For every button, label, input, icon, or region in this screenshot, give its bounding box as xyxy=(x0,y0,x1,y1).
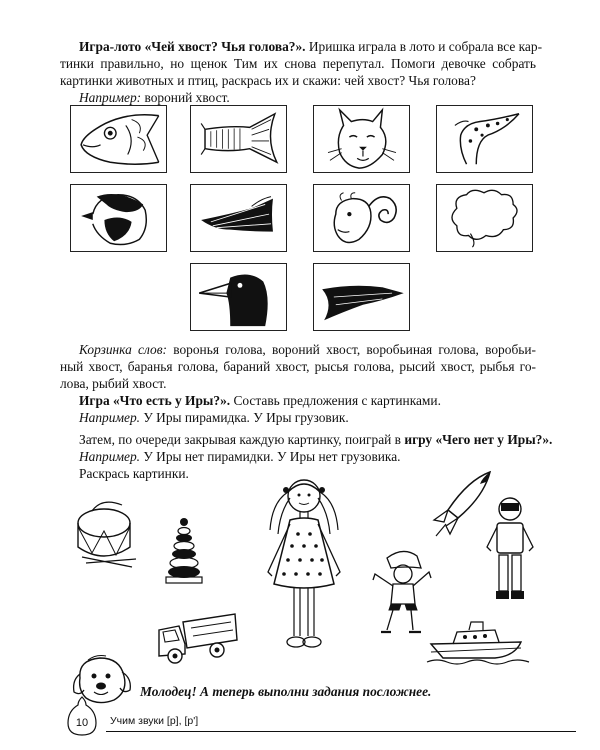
girl-ira-figure[interactable] xyxy=(248,472,360,654)
task2-example-label: Например. xyxy=(79,410,140,425)
task2-line-1 xyxy=(79,392,441,409)
robot-figure[interactable] xyxy=(485,495,535,603)
lynx-head-card[interactable] xyxy=(313,105,410,173)
basket-line-1 xyxy=(79,341,536,358)
boat-icon xyxy=(425,618,535,668)
crow-tail-icon xyxy=(314,264,409,330)
crow-tail-card[interactable] xyxy=(313,263,410,331)
pyramid-toy-icon xyxy=(164,517,204,585)
section-title: Учим звуки [р], [р'] xyxy=(110,715,199,727)
drum-figure[interactable] xyxy=(72,497,142,569)
sparrow-tail-icon xyxy=(191,185,286,251)
basket-line-2: ный хвост, баранья голова, бараний хвост, рысья голова, рысий хвост, рыбья го- xyxy=(60,359,536,374)
fish-tail-card[interactable] xyxy=(190,105,287,173)
task1-line-1 xyxy=(79,38,543,55)
lynx-head-icon xyxy=(314,106,409,172)
task2-example xyxy=(79,409,349,426)
task3-game: игру «Чего нет у Иры?». xyxy=(404,432,553,447)
task1-paragraph xyxy=(79,38,543,55)
fish-head-card[interactable] xyxy=(70,105,167,173)
task3-color-instruction: Раскрась картинки. xyxy=(79,466,189,481)
truck-figure[interactable] xyxy=(155,610,241,666)
task1-line-3: картинки животных и птиц, раскрась их и скажи: чей хвост? Чья голова? xyxy=(60,73,476,88)
task1-text-1: Иришка играла в лото и собрала все кар- xyxy=(308,39,543,54)
task2-text: Составь предложения с картинками. xyxy=(233,393,441,408)
fish-head-icon xyxy=(71,106,166,172)
boat-figure[interactable] xyxy=(425,618,535,668)
page-number-badge xyxy=(62,695,102,737)
crow-head-icon xyxy=(191,264,286,330)
sparrow-tail-card[interactable] xyxy=(190,184,287,252)
basket-text-1: воронья голова, вороний хвост, воробьиная голова, воробьи- xyxy=(173,342,536,357)
lynx-tail-icon xyxy=(437,106,532,172)
lynx-tail-card[interactable] xyxy=(436,105,533,173)
task1-example-text: вороний хвост. xyxy=(144,90,230,105)
ram-head-icon xyxy=(314,185,409,251)
task3-example xyxy=(79,448,401,465)
task1-example xyxy=(79,89,230,106)
task1-line-2: тинки правильно, но щенок Тим их снова перепутал. Помоги девочке собрать xyxy=(60,56,536,71)
task1-example-label: Например: xyxy=(79,90,142,105)
sparrow-head-card[interactable] xyxy=(70,184,167,252)
task3-line-1 xyxy=(79,431,552,448)
basket-line-3: лова, рыбий хвост. xyxy=(60,376,167,391)
ram-tail-icon xyxy=(437,185,532,251)
task3-example-label: Например. xyxy=(79,449,140,464)
ram-tail-card[interactable] xyxy=(436,184,533,252)
truck-icon xyxy=(155,610,241,666)
robot-icon xyxy=(485,495,535,603)
footer-divider xyxy=(106,731,576,732)
ram-head-card[interactable] xyxy=(313,184,410,252)
task3-example-text: У Иры нет пирамидки. У Иры нет грузовика. xyxy=(143,449,401,464)
task1-title: Игра-лото «Чей хвост? Чья голова?». xyxy=(79,39,306,54)
task2-title: Игра «Что есть у Иры?». xyxy=(79,393,231,408)
closing-message: Молодец! А теперь выполни задания посложнее. xyxy=(140,684,432,699)
pyramid-figure[interactable] xyxy=(164,517,204,585)
task2-example-text: У Иры пирамидка. У Иры грузовик. xyxy=(143,410,349,425)
drum-icon xyxy=(72,497,142,569)
gnome-toy-icon xyxy=(369,546,433,638)
girl-ira-icon xyxy=(248,472,360,654)
crow-head-card[interactable] xyxy=(190,263,287,331)
fish-tail-icon xyxy=(191,106,286,172)
basket-label: Корзинка слов: xyxy=(79,342,167,357)
sparrow-head-icon xyxy=(71,185,166,251)
gnome-figure[interactable] xyxy=(369,546,433,638)
pear-icon xyxy=(62,695,102,737)
task3-text: Затем, по очереди закрывая каждую картинку, поиграй в xyxy=(79,432,401,447)
page-number: 10 xyxy=(75,717,89,729)
